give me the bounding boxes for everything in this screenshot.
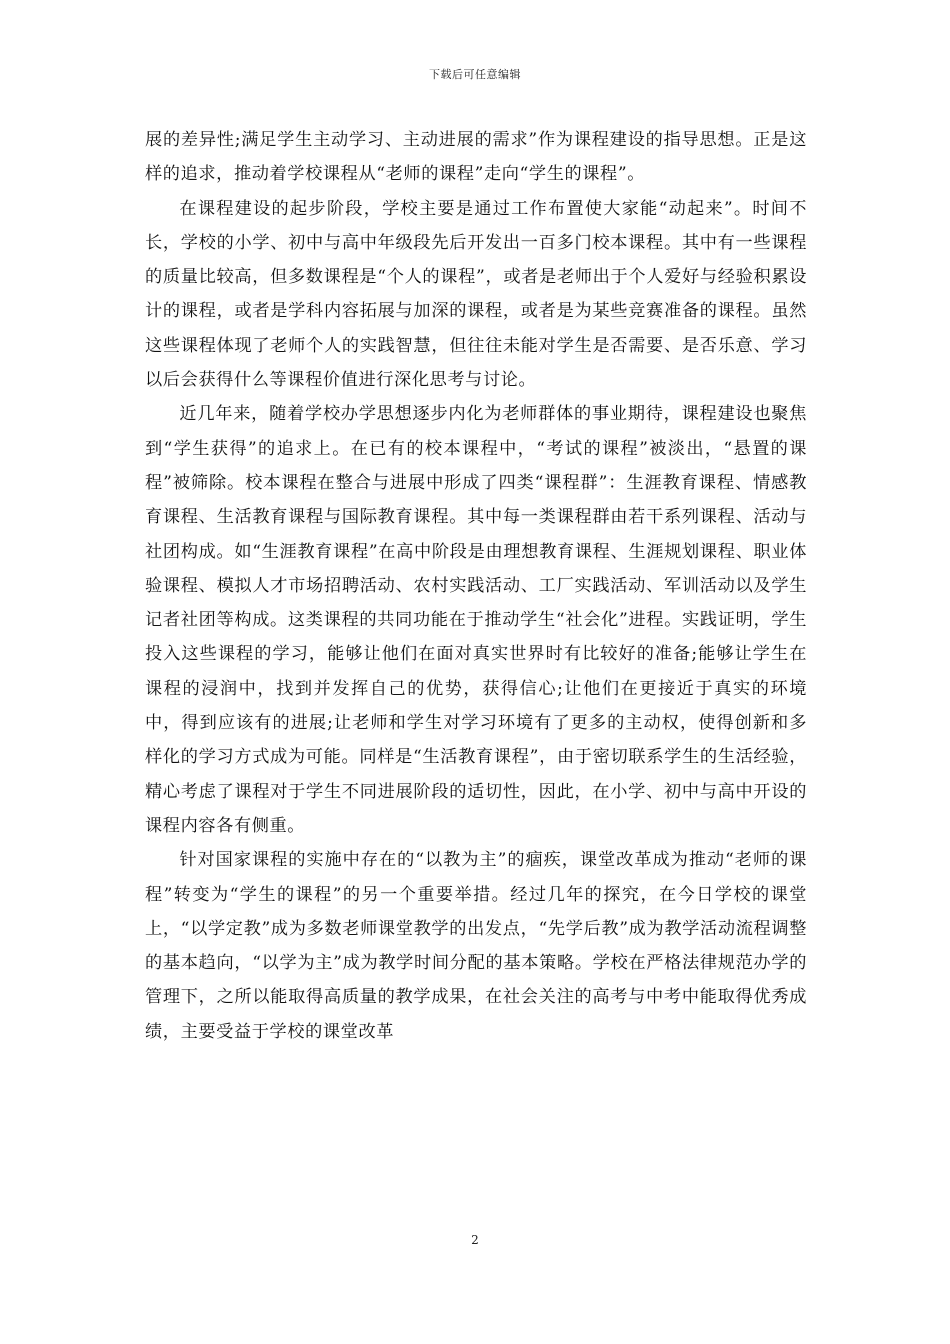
paragraph-recent-years: 近几年来，随着学校办学思想逐步内化为老师群体的事业期待，课程建设也聚焦到“学生获得”的追求上。在已有的校本课程中，“考试的课程”被淡出，“悬置的课程”被筛除。校本课程在整合与进展中形成了四类“课程群”：生涯教育课程、情感教育课程、生活教育课程与国际教育课程。其中每一类课程群由若干系列课程、活动与社团构成。如“生涯教育课程”在高中阶段是由理想教育课程、生涯规划课程、职业体验课程、模拟人才市场招聘活动、农村实践活动、工厂实践活动、军训活动以及学生记者社团等构成。这类课程的共同功能在于推动学生“社会化”进程。实践证明，学生投入这些课程的学习，能够让他们在面对真实世界时有比较好的准备;能够让学生在课程的浸润中，找到并发挥自己的优势，获得信心;让他们在更接近于真实的环境中，得到应该有的进展;让老师和学生对学习环境有了更多的主动权，使得创新和多样化的学习方式成为可能。同样是“生活教育课程”，由于密切联系学生的生活经验，精心考虑了课程对于学生不同进展阶段的适切性，因此，在小学、初中与高中开设的课程内容各有侧重。	[145, 404, 807, 836]
document-body	[145, 123, 807, 1049]
paragraph-curriculum-start: 在课程建设的起步阶段，学校主要是通过工作布置使大家能“动起来”。时间不长，学校的小学、初中与高中年级段先后开发出一百多门校本课程。其中有一些课程的质量比较高，但多数课程是“个人的课程”，或者是老师出于个人爱好与经验积累设计的课程，或者是学科内容拓展与加深的课程，或者是为某些竞赛准备的课程。虽然这些课程体现了老师个人的实践智慧，但往往未能对学生是否需要、是否乐意、学习以后会获得什么等课程价值进行深化思考与讨论。	[145, 198, 807, 391]
paragraph-classroom-reform: 针对国家课程的实施中存在的“以教为主”的痼疾，课堂改革成为推动“老师的课程”转变为“学生的课程”的另一个重要举措。经过几年的探究，在今日学校的课堂上，“以学定教”成为多数老师课堂教学的出发点，“先学后教”成为教学活动流程调整的基本趋向，“以学为主”成为教学时间分配的基本策略。学校在严格法律规范办学的管理下，之所以能取得高质量的教学成果，在社会关注的高考与中考中能取得优秀成绩，主要受益于学校的课堂改革	[145, 850, 807, 1042]
page-header: 下载后可任意编辑	[429, 68, 521, 81]
paragraph-continuation: 展的差异性;满足学生主动学习、主动进展的需求”作为课程建设的指导思想。正是这样的追求，推动着学校课程从“老师的课程”走向“学生的课程”。	[145, 130, 807, 185]
page-number: 2	[471, 1233, 479, 1247]
